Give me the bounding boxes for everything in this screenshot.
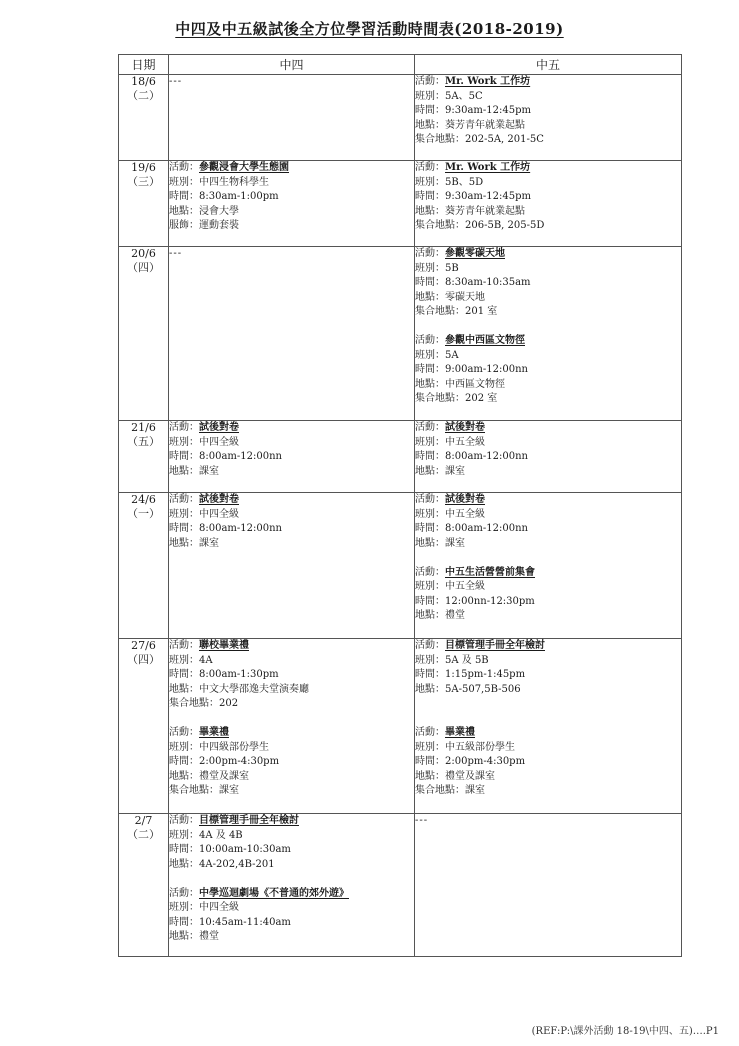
- activity-name: Mr. Work 工作坊: [445, 162, 531, 173]
- field-value-venue: 禮堂及課室: [445, 770, 495, 782]
- field-value-assembly: 206-5B, 205-5D: [465, 220, 545, 231]
- activity-line-name: [415, 75, 681, 90]
- activity-line-name: [415, 726, 681, 741]
- activity-line-name: [169, 887, 414, 902]
- field-value-class: 5A、5C: [445, 90, 483, 102]
- field-label: 地點：: [169, 858, 199, 870]
- field-value-venue: 課室: [445, 537, 465, 549]
- field-label: 地點：: [415, 291, 445, 303]
- empty-marker: ---: [169, 76, 183, 87]
- activity-line-name: [169, 421, 414, 436]
- date-text: 27/6: [131, 639, 156, 652]
- activity-entry: [169, 887, 414, 945]
- date-text: 2/7: [134, 814, 153, 827]
- form4-cell: [169, 493, 415, 639]
- field-value-assembly: 202-5A, 201-5C: [465, 134, 544, 145]
- activity-line-time: [415, 276, 681, 291]
- field-label: 地點：: [169, 683, 199, 695]
- field-value-assembly: 課室: [465, 785, 485, 796]
- date-cell: [119, 161, 169, 247]
- field-label: 活動：: [169, 162, 199, 173]
- field-label: 活動：: [415, 494, 445, 505]
- field-label: 時間：: [415, 669, 445, 680]
- field-label: 地點：: [169, 931, 199, 942]
- field-value-class: 中五級部份學生: [445, 741, 515, 753]
- table-row: [119, 161, 682, 247]
- activity-line-assembly: [415, 392, 681, 407]
- activity-line-name: [169, 161, 414, 176]
- activity-line-venue: [415, 537, 681, 552]
- footer-reference: (REF:P:\課外活動 18-19\中四、五)….P1: [531, 1026, 719, 1037]
- activity-line-venue: [415, 770, 681, 785]
- field-label: 班別：: [415, 581, 445, 592]
- weekday-text: （一）: [127, 507, 160, 520]
- field-value-class: 5A: [445, 349, 459, 361]
- field-label: 活動：: [415, 727, 445, 738]
- activity-entry: [415, 493, 681, 551]
- activity-line-class: [415, 262, 681, 277]
- field-label: 班別：: [169, 741, 199, 753]
- header-form4: 中四: [169, 55, 415, 75]
- empty-marker: ---: [415, 815, 429, 826]
- field-label: 地點：: [415, 378, 445, 390]
- activity-name: 參觀浸會大學生態園: [199, 162, 289, 173]
- activity-line-assembly: [169, 697, 414, 712]
- activity-entry: [415, 247, 681, 320]
- field-label: 活動：: [415, 566, 445, 578]
- activity-line-venue: [169, 205, 414, 220]
- field-label: 時間：: [169, 191, 199, 202]
- form5-cell: [415, 247, 682, 421]
- field-label: 班別：: [415, 90, 445, 102]
- field-label: 地點：: [169, 537, 199, 549]
- field-label: 班別：: [415, 436, 445, 448]
- weekday-text: （五）: [127, 435, 160, 448]
- activity-line-time: [169, 668, 414, 683]
- date-text: 21/6: [131, 421, 156, 434]
- activity-entry: [415, 726, 681, 799]
- field-value-attire: 運動套裝: [199, 220, 239, 231]
- field-label: 班別：: [169, 654, 199, 666]
- field-value-class: 4A 及 4B: [199, 829, 243, 841]
- activity-line-venue: [415, 465, 681, 480]
- field-value-time: 8:30am-10:35am: [445, 277, 531, 288]
- field-label: 活動：: [415, 422, 445, 433]
- field-value-venue: 禮堂及課室: [199, 770, 249, 782]
- activity-line-time: [415, 190, 681, 205]
- activity-line-class: [169, 508, 414, 523]
- activity-line-class: [415, 349, 681, 364]
- activity-line-name: [415, 334, 681, 349]
- field-label: 活動：: [169, 422, 199, 433]
- form4-cell: [169, 814, 415, 957]
- field-value-venue: 5A-507,5B-506: [445, 683, 521, 695]
- field-label: 服飾：: [169, 220, 199, 231]
- form4-cell: [169, 75, 415, 161]
- form5-cell: [415, 639, 682, 814]
- activity-line-name: [415, 161, 681, 176]
- activity-entry: [169, 493, 414, 551]
- activity-line-class: [415, 90, 681, 105]
- field-value-time: 10:00am-10:30am: [199, 844, 291, 855]
- field-value-time: 9:30am-12:45pm: [445, 105, 531, 116]
- activity-line-name: [169, 493, 414, 508]
- field-label: 集合地點：: [415, 393, 465, 404]
- field-value-time: 8:00am-12:00nn: [445, 451, 528, 462]
- field-label: 地點：: [169, 205, 199, 217]
- activity-line-time: [169, 522, 414, 537]
- activity-line-venue: [415, 205, 681, 220]
- form5-cell: [415, 75, 682, 161]
- field-label: 班別：: [415, 349, 445, 361]
- activity-name: 參觀零碳天地: [445, 248, 505, 259]
- activity-entry: [415, 161, 681, 234]
- table-header-row: [119, 55, 682, 75]
- weekday-text: （二）: [127, 89, 160, 102]
- field-value-class: 中四全級: [199, 902, 239, 913]
- field-label: 時間：: [415, 523, 445, 534]
- date-text: 19/6: [131, 161, 156, 174]
- field-label: 活動：: [169, 640, 199, 651]
- form5-cell: [415, 161, 682, 247]
- field-label: 時間：: [169, 523, 199, 534]
- activity-line-name: [169, 639, 414, 654]
- weekday-text: （二）: [127, 828, 160, 841]
- activity-line-name: [415, 421, 681, 436]
- weekday-text: （四）: [127, 653, 160, 666]
- field-label: 活動：: [169, 727, 199, 738]
- field-label: 時間：: [169, 451, 199, 462]
- activity-line-class: [169, 901, 414, 916]
- activity-line-class: [169, 654, 414, 669]
- activity-name: 試後對卷: [199, 494, 239, 505]
- field-value-venue: 零碳天地: [445, 291, 485, 303]
- activity-line-assembly: [415, 305, 681, 320]
- activity-line-class: [169, 176, 414, 191]
- field-value-class: 4A: [199, 654, 213, 666]
- field-value-venue: 浸會大學: [199, 205, 239, 217]
- weekday-text: （四）: [127, 261, 160, 274]
- activity-line-time: [415, 104, 681, 119]
- field-label: 班別：: [169, 436, 199, 448]
- activity-entry: [169, 814, 414, 872]
- table-row: [119, 814, 682, 957]
- activity-name: 試後對卷: [445, 422, 485, 433]
- activity-line-time: [415, 755, 681, 770]
- field-label: 地點：: [415, 205, 445, 217]
- field-label: 班別：: [169, 176, 199, 188]
- field-value-assembly: 202 室: [465, 393, 498, 404]
- activity-line-venue: [169, 770, 414, 785]
- activity-line-name: [415, 566, 681, 581]
- field-label: 時間：: [415, 105, 445, 116]
- field-value-venue: 禮堂: [199, 931, 219, 942]
- activity-line-class: [169, 829, 414, 844]
- activity-line-class: [415, 436, 681, 451]
- field-value-class: 中四生物科學生: [199, 176, 269, 188]
- field-label: 班別：: [415, 176, 445, 188]
- field-label: 集合地點：: [169, 698, 219, 709]
- field-label: 集合地點：: [415, 785, 465, 796]
- table-row: [119, 639, 682, 814]
- field-value-class: 中五全級: [445, 508, 485, 520]
- field-value-venue: 葵芳青年就業起點: [445, 205, 525, 217]
- activity-line-name: [415, 493, 681, 508]
- activity-line-venue: [169, 683, 414, 698]
- schedule-table: [118, 54, 682, 957]
- activity-line-time: [415, 450, 681, 465]
- field-label: 時間：: [415, 191, 445, 202]
- field-label: 地點：: [169, 465, 199, 477]
- activity-line-name: [169, 814, 414, 829]
- activity-line-class: [415, 580, 681, 595]
- field-value-time: 8:00am-1:30pm: [199, 669, 279, 680]
- activity-line-venue: [169, 465, 414, 480]
- activity-line-venue: [415, 609, 681, 624]
- field-value-time: 8:00am-12:00nn: [445, 523, 528, 534]
- activity-entry: [169, 726, 414, 799]
- field-label: 時間：: [415, 364, 445, 375]
- field-label: 時間：: [415, 595, 445, 607]
- field-value-venue: 4A-202,4B-201: [199, 858, 275, 870]
- field-label: 地點：: [415, 119, 445, 131]
- activity-line-venue: [415, 291, 681, 306]
- document-title: 中四及中五級試後全方位學習活動時間表(2018-2019): [175, 20, 564, 38]
- activity-line-venue: [415, 683, 681, 698]
- field-label: 班別：: [415, 508, 445, 520]
- header-date: 日期: [119, 55, 169, 75]
- field-value-venue: 葵芳青年就業起點: [445, 119, 525, 131]
- activity-line-name: [169, 726, 414, 741]
- activity-entry: [415, 75, 681, 148]
- activity-line-venue: [415, 119, 681, 134]
- field-label: 班別：: [415, 741, 445, 753]
- activity-line-name: [415, 639, 681, 654]
- weekday-text: （三）: [127, 175, 160, 188]
- activity-line-time: [169, 755, 414, 770]
- activity-line-class: [415, 741, 681, 756]
- table-row: [119, 493, 682, 639]
- field-label: 活動：: [415, 76, 445, 87]
- field-label: 集合地點：: [415, 220, 465, 231]
- form5-cell: [415, 814, 682, 957]
- form4-cell: [169, 161, 415, 247]
- activity-line-time: [169, 450, 414, 465]
- field-value-venue: 課室: [445, 465, 465, 477]
- activity-line-assembly: [169, 784, 414, 799]
- table-row: [119, 247, 682, 421]
- activity-name: 試後對卷: [199, 422, 239, 433]
- date-text: 18/6: [131, 75, 156, 88]
- field-value-class: 中四全級: [199, 436, 239, 448]
- activity-name: Mr. Work 工作坊: [445, 76, 531, 87]
- form4-cell: [169, 247, 415, 421]
- activity-line-class: [415, 176, 681, 191]
- field-value-time: 8:00am-12:00nn: [199, 451, 282, 462]
- field-value-class: 中五全級: [445, 436, 485, 448]
- activity-entry: [415, 421, 681, 479]
- activity-name: 試後對卷: [445, 494, 485, 505]
- date-cell: [119, 421, 169, 493]
- activity-name: 中學巡迴劇場《不普通的郊外遊》: [199, 887, 349, 899]
- field-label: 集合地點：: [415, 306, 465, 317]
- field-label: 集合地點：: [169, 785, 219, 796]
- activity-line-time: [169, 190, 414, 205]
- field-value-time: 2:00pm-4:30pm: [199, 756, 280, 767]
- field-label: 地點：: [415, 537, 445, 549]
- date-cell: [119, 247, 169, 421]
- activity-entry: [415, 334, 681, 407]
- field-label: 班別：: [415, 654, 445, 666]
- field-label: 時間：: [415, 451, 445, 462]
- field-value-venue: 課室: [199, 537, 219, 549]
- schedule-rows: [119, 75, 682, 957]
- field-value-time: 12:00nn-12:30pm: [445, 595, 535, 607]
- date-cell: [119, 639, 169, 814]
- field-value-assembly: 課室: [219, 785, 239, 796]
- field-value-class: 中四全級: [199, 508, 239, 520]
- field-label: 活動：: [169, 887, 199, 899]
- field-label: 時間：: [169, 756, 199, 767]
- field-label: 地點：: [415, 465, 445, 477]
- field-label: 活動：: [169, 494, 199, 505]
- field-label: 時間：: [169, 669, 199, 680]
- field-label: 時間：: [415, 277, 445, 288]
- table-row: [119, 421, 682, 493]
- activity-line-time: [415, 363, 681, 378]
- activity-line-class: [169, 436, 414, 451]
- activity-line-class: [169, 741, 414, 756]
- field-label: 地點：: [415, 683, 445, 695]
- date-text: 20/6: [131, 247, 156, 260]
- activity-line-name: [415, 247, 681, 262]
- field-value-time: 8:00am-12:00nn: [199, 523, 282, 534]
- activity-line-venue: [169, 930, 414, 945]
- table-row: [119, 75, 682, 161]
- header-form5: 中五: [415, 55, 682, 75]
- field-value-time: 1:15pm-1:45pm: [445, 669, 526, 680]
- field-value-class: 5A 及 5B: [445, 654, 489, 666]
- date-cell: [119, 75, 169, 161]
- field-value-assembly: 201 室: [465, 306, 498, 317]
- activity-line-time: [169, 916, 414, 931]
- field-value-assembly: 202: [219, 698, 239, 709]
- field-label: 班別：: [415, 262, 445, 274]
- form5-cell: [415, 493, 682, 639]
- form4-cell: [169, 421, 415, 493]
- field-label: 班別：: [169, 829, 199, 841]
- activity-name: 中五生活營營前集會: [445, 566, 535, 578]
- field-label: 時間：: [169, 844, 199, 855]
- field-value-venue: 課室: [199, 465, 219, 477]
- form5-cell: [415, 421, 682, 493]
- field-value-time: 10:45am-11:40am: [199, 916, 291, 928]
- activity-entry: [415, 566, 681, 624]
- activity-line-venue: [169, 537, 414, 552]
- activity-entry: [169, 421, 414, 479]
- field-value-venue: 禮堂: [445, 610, 465, 621]
- activity-name: 目標管理手冊全年檢討: [445, 640, 545, 651]
- field-value-venue: 中西區文物徑: [445, 378, 505, 390]
- field-value-class: 5B、5D: [445, 176, 484, 188]
- activity-line-class: [415, 508, 681, 523]
- field-label: 活動：: [415, 335, 445, 346]
- date-cell: [119, 493, 169, 639]
- activity-line-assembly: [415, 133, 681, 148]
- field-label: 地點：: [415, 610, 445, 621]
- field-value-time: 2:00pm-4:30pm: [445, 756, 526, 767]
- date-cell: [119, 814, 169, 957]
- field-value-time: 9:30am-12:45pm: [445, 191, 531, 202]
- field-value-venue: 中文大學邵逸夫堂演奏廳: [199, 683, 309, 695]
- field-value-class: 中五全級: [445, 581, 485, 592]
- activity-line-venue: [415, 378, 681, 393]
- field-label: 班別：: [169, 902, 199, 913]
- activity-line-time: [415, 668, 681, 683]
- activity-line-time: [415, 595, 681, 610]
- field-label: 活動：: [169, 815, 199, 826]
- activity-name: 畢業禮: [445, 727, 475, 738]
- field-value-time: 8:30am-1:00pm: [199, 191, 279, 202]
- form4-cell: [169, 639, 415, 814]
- field-value-class: 中四級部份學生: [199, 741, 269, 753]
- activity-line-class: [415, 654, 681, 669]
- field-label: 班別：: [169, 508, 199, 520]
- activity-line-time: [415, 522, 681, 537]
- activity-entry: [415, 639, 681, 697]
- activity-line-attire: [169, 219, 414, 234]
- field-value-class: 5B: [445, 262, 459, 274]
- activity-name: 參觀中西區文物徑: [445, 335, 525, 346]
- activity-line-assembly: [415, 219, 681, 234]
- date-text: 24/6: [131, 493, 156, 506]
- field-label: 集合地點：: [415, 134, 465, 145]
- field-value-time: 9:00am-12:00nn: [445, 364, 528, 375]
- activity-line-time: [169, 843, 414, 858]
- field-label: 地點：: [415, 770, 445, 782]
- field-label: 地點：: [169, 770, 199, 782]
- activity-name: 目標管理手冊全年檢討: [199, 815, 299, 826]
- field-label: 活動：: [415, 162, 445, 173]
- empty-marker: ---: [169, 248, 183, 259]
- activity-name: 聯校畢業禮: [199, 640, 249, 651]
- activity-name: 畢業禮: [199, 727, 229, 738]
- activity-entry: [169, 161, 414, 234]
- activity-line-venue: [169, 858, 414, 873]
- field-label: 活動：: [415, 248, 445, 259]
- field-label: 時間：: [415, 756, 445, 767]
- activity-line-assembly: [415, 784, 681, 799]
- field-label: 活動：: [415, 640, 445, 651]
- activity-entry: [169, 639, 414, 712]
- field-label: 時間：: [169, 916, 199, 928]
